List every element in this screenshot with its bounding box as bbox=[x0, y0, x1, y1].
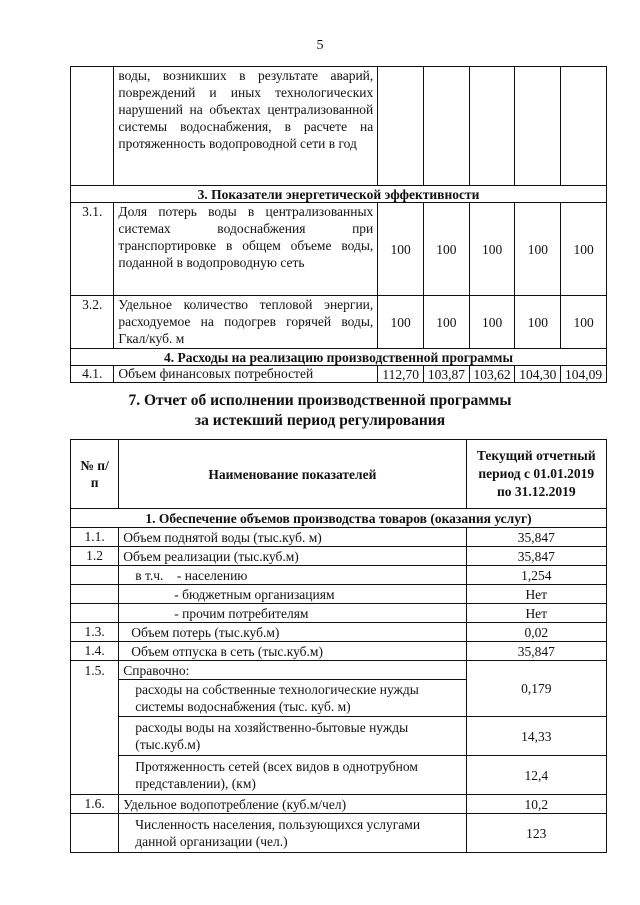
row-number: 1.6. bbox=[71, 795, 119, 814]
indicator-value: 12,4 bbox=[466, 756, 606, 795]
row-number bbox=[71, 814, 119, 853]
table-row bbox=[71, 547, 607, 566]
value-cell bbox=[515, 67, 561, 186]
row-number bbox=[71, 566, 119, 585]
report-title-line1: 7. Отчет об исполнении производственной программы bbox=[128, 392, 512, 409]
indicator-value: 0,02 bbox=[466, 623, 606, 642]
value-cell bbox=[561, 67, 607, 186]
header-name: Наименование показателей bbox=[119, 440, 466, 509]
value-cell: 103,62 bbox=[469, 366, 515, 383]
indicator-value: 14,33 bbox=[466, 717, 606, 756]
table-row bbox=[71, 756, 607, 795]
indicator-value: Нет bbox=[466, 604, 606, 623]
row-number bbox=[71, 585, 119, 604]
section-heading-1: 1. Обеспечение объемов производства товаров (оказания услуг) bbox=[71, 509, 607, 528]
value-cell bbox=[424, 67, 470, 186]
report-title-line2: за истекший период регулирования bbox=[194, 412, 446, 429]
value-cell: 112,70 bbox=[378, 366, 424, 383]
indicator-name: Справочно: bbox=[119, 661, 466, 680]
value-cell: 100 bbox=[515, 203, 561, 296]
table-row bbox=[71, 296, 607, 349]
table-row bbox=[71, 528, 607, 547]
indicator-name: Численность населения, пользующихся услугами данной организации (чел.) bbox=[119, 814, 466, 853]
indicator-name-cell: Объем финансовых потребностей bbox=[114, 366, 378, 383]
section-row bbox=[71, 509, 607, 528]
indicator-name: Объем поднятой воды (тыс.куб. м) bbox=[119, 528, 466, 547]
indicator-name: расходы воды на хозяйственно-бытовые нужды (тыс.куб.м) bbox=[119, 717, 466, 756]
indicator-value: 0,179 bbox=[466, 661, 606, 717]
indicator-name: Удельное водопотребление (куб.м/чел) bbox=[119, 795, 466, 814]
indicator-name: Объем реализации (тыс.куб.м) bbox=[119, 547, 466, 566]
row-number: 4.1. bbox=[71, 366, 114, 383]
row-number: 1.3. bbox=[71, 623, 119, 642]
indicator-name: расходы на собственные технологические нужды системы водоснабжения (тыс. куб. м) bbox=[119, 680, 466, 717]
indicator-value: Нет bbox=[466, 585, 606, 604]
page-number: 5 bbox=[316, 38, 324, 53]
value-cell: 100 bbox=[378, 296, 424, 349]
value-cell: 100 bbox=[561, 296, 607, 349]
table-row bbox=[71, 366, 607, 383]
row-number: 1.2 bbox=[71, 547, 119, 566]
table-row bbox=[71, 203, 607, 296]
section-row bbox=[71, 349, 607, 366]
indicator-value: 1,254 bbox=[466, 566, 606, 585]
row-number: 3.2. bbox=[71, 296, 114, 349]
value-cell bbox=[378, 67, 424, 186]
indicator-name: - прочим потребителям bbox=[119, 604, 466, 623]
value-cell: 100 bbox=[469, 203, 515, 296]
row-number: 3.1. bbox=[71, 203, 114, 296]
row-number bbox=[71, 604, 119, 623]
table-row bbox=[71, 661, 607, 680]
indicator-value: 123 bbox=[466, 814, 606, 853]
row-number-cell bbox=[71, 67, 114, 186]
indicator-value: 35,847 bbox=[466, 528, 606, 547]
section-heading-4: 4. Расходы на реализацию производственной программы bbox=[71, 349, 607, 366]
header-num: № п/п bbox=[71, 440, 119, 509]
table-row bbox=[71, 566, 607, 585]
indicator-name: в т.ч. - населению bbox=[119, 566, 466, 585]
indicator-name: Объем потерь (тыс.куб.м) bbox=[119, 623, 466, 642]
header-period: Текущий отчетный период с 01.01.2019 по 31.12.2019 bbox=[466, 440, 606, 509]
table-row bbox=[71, 795, 607, 814]
section-heading-3: 3. Показатели энергетической эффективности bbox=[71, 186, 607, 203]
table-row bbox=[71, 642, 607, 661]
indicator-name-cell: Удельное количество тепловой энергии, расходуемое на подогрев горячей воды, Гкал/куб. м bbox=[114, 296, 378, 349]
indicators-table-continued bbox=[70, 66, 607, 383]
value-cell: 104,09 bbox=[561, 366, 607, 383]
indicator-name-cell: воды, возникших в результате аварий, повреждений и иных технологических нарушений на объектах централизованной системы водоснабжения, в расчете на протяженность водопроводной сети в год bbox=[114, 67, 378, 186]
row-number: 1.1. bbox=[71, 528, 119, 547]
indicator-value: 10,2 bbox=[466, 795, 606, 814]
value-cell: 100 bbox=[515, 296, 561, 349]
value-cell: 104,30 bbox=[515, 366, 561, 383]
table-row bbox=[71, 585, 607, 604]
table-row bbox=[71, 717, 607, 756]
row-number: 1.4. bbox=[71, 642, 119, 661]
indicator-value: 35,847 bbox=[466, 547, 606, 566]
table-row bbox=[71, 604, 607, 623]
value-cell: 103,87 bbox=[424, 366, 470, 383]
value-cell: 100 bbox=[469, 296, 515, 349]
indicator-name: - бюджетным организациям bbox=[119, 585, 466, 604]
indicator-name-cell: Доля потерь воды в централизованных системах водоснабжения при транспортировке в общем объеме воды, поданной в водопроводную сеть bbox=[114, 203, 378, 296]
table-row bbox=[71, 67, 607, 186]
value-cell: 100 bbox=[424, 296, 470, 349]
table-row bbox=[71, 814, 607, 853]
value-cell: 100 bbox=[424, 203, 470, 296]
indicator-name: Протяженность сетей (всех видов в однотрубном представлении), (км) bbox=[119, 756, 466, 795]
table-row bbox=[71, 623, 607, 642]
indicator-value: 35,847 bbox=[466, 642, 606, 661]
value-cell: 100 bbox=[378, 203, 424, 296]
report-table bbox=[70, 439, 607, 853]
value-cell: 100 bbox=[561, 203, 607, 296]
header-row bbox=[71, 440, 607, 509]
section-row bbox=[71, 186, 607, 203]
indicator-name: Объем отпуска в сеть (тыс.куб.м) bbox=[119, 642, 466, 661]
value-cell bbox=[469, 67, 515, 186]
row-number: 1.5. bbox=[71, 661, 119, 795]
